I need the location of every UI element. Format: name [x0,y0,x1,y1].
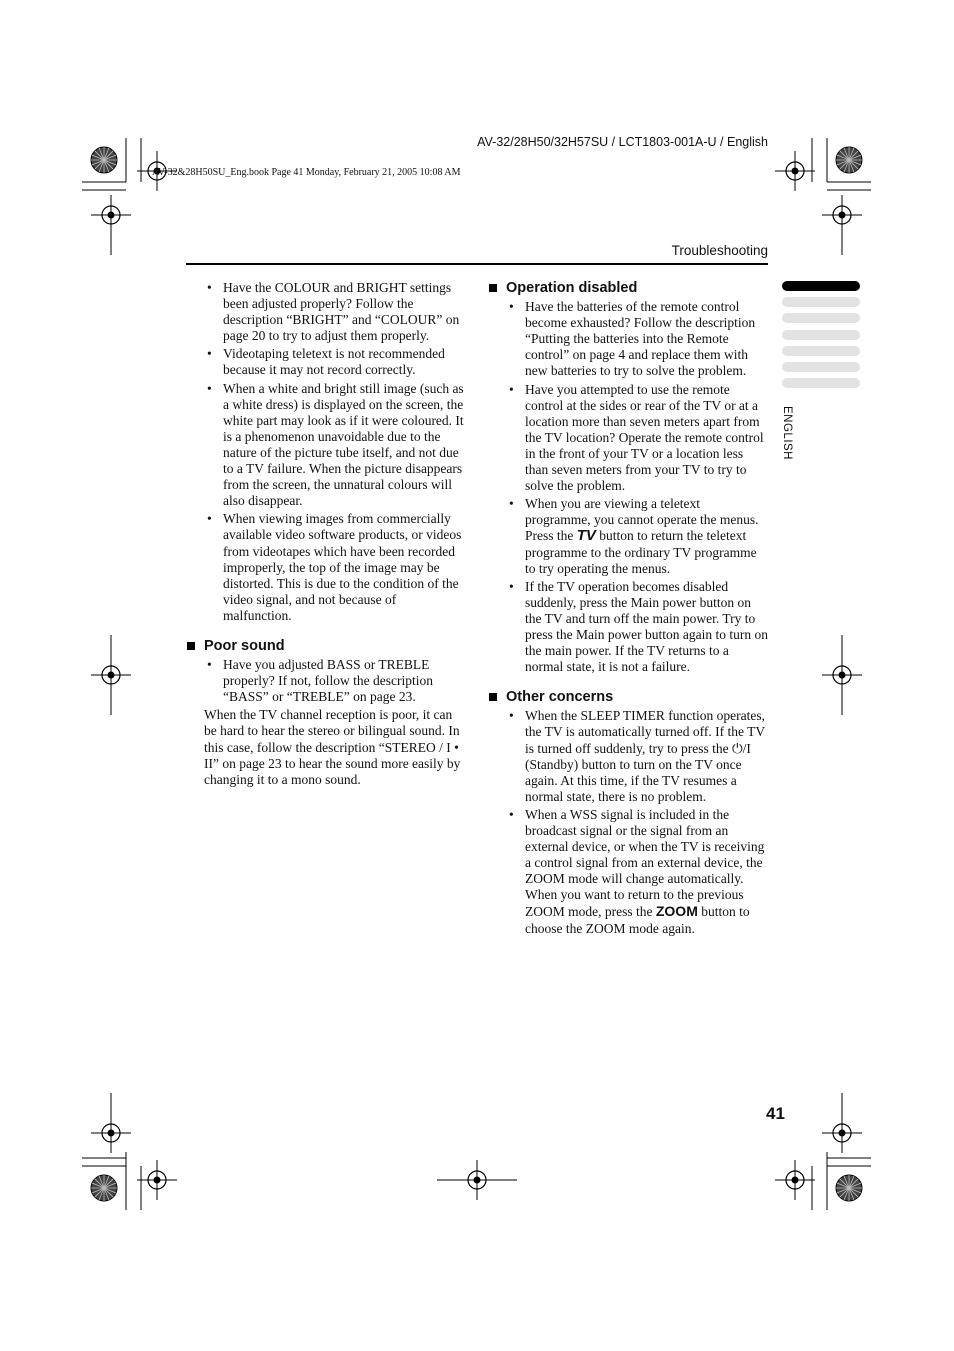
page-number: 41 [766,1104,785,1123]
operation-disabled-list [506,299,768,675]
operation-disabled-heading: Operation disabled [489,280,768,296]
list-item: • When you are viewing a teletext programme, you cannot operate the menus. Press the TV button to return the teletext programme to the ordinary TV programme to try operating the menus. [506,496,768,576]
zoom-button-label: ZOOM [655,903,698,920]
list-item: • When the SLEEP TIMER function operates, the TV is automatically turned off. If the TV is turned off suddenly, try to press the ⏻/I (Standby) button to turn on the TV once again. At this time, if the TV resumes a normal state, there is no problem. [506,708,768,805]
list-item: • Have the batteries of the remote control become exhausted? Follow the description “Putting the batteries into the Remote control” on page 4 and replace them with new batteries to try to solve the problem. [506,299,768,379]
square-bullet-icon [489,693,497,701]
right-column [506,280,768,939]
document-reference: AV-32/28H50/32H57SU / LCT1803-001A-U / English [477,135,768,149]
poor-sound-heading: Poor sound [187,638,466,654]
list-item: • When a WSS signal is included in the broadcast signal or the signal from an external device, or when the TV is receiving a control signal from an external device, the ZOOM mode will change automatically. When you want to return to the previous ZOOM mode, press the ZOOM button to choose the ZOOM mode again. [506,807,768,937]
book-info-line: AV-32&28H50SU_Eng.book Page 41 Monday, February 21, 2005 10:08 AM [152,167,461,178]
list-item: • When viewing images from commercially available video software products, or videos from videotapes which have been recorded improperly, the top of the image may be distorted. This is due to the condition of the video signal, and not because of malfunction. [204,511,466,624]
language-tabs [782,281,860,394]
section-title: Troubleshooting [671,243,768,258]
list-item: • When a white and bright still image (such as a white dress) is displayed on the screen, the white part may look as if it were coloured. It is a phenomenon unavoidable due to the nature of the picture tube itself, and not due to a TV failure. When the picture disappears from the screen, the unnatural colours will also disappear. [204,381,466,510]
other-concerns-list [506,708,768,936]
language-tab [782,330,860,340]
picture-tips-list [204,280,466,624]
tv-button-label: TV [576,527,596,545]
list-item: • Have the COLOUR and BRIGHT settings been adjusted properly? Follow the description “BRIGHT” and “COLOUR” on page 20 to try to adjust them properly. [204,280,466,344]
list-item: • Videotaping teletext is not recommended because it may not record correctly. [204,346,466,378]
language-tab [782,346,860,356]
poor-sound-list [204,657,466,705]
list-item: • Have you attempted to use the remote control at the sides or rear of the TV or at a location more than seven meters apart from the TV location? Operate the remote control in the front of your TV or a location less than seven meters from your TV to try to solve the problem. [506,382,768,495]
square-bullet-icon [489,284,497,292]
other-concerns-heading: Other concerns [489,689,768,705]
list-item: • If the TV operation becomes disabled suddenly, press the Main power button on the TV and turn off the main power. Try to press the Main power button again to turn on the main power. If the TV returns to a normal state, it is not a failure. [506,579,768,676]
language-tab-english [782,281,860,291]
language-tab [782,313,860,323]
square-bullet-icon [187,642,195,650]
language-tab [782,297,860,307]
poor-sound-paragraph: When the TV channel reception is poor, it can be hard to hear the stereo or bilingual sound. In this case, follow the description “STEREO / I • II” on page 23 to hear the sound more easily by changing it to a mono sound. [204,707,461,787]
header-rule [186,263,768,265]
standby-button-icon: ⏻/I [731,740,751,756]
left-column [204,280,466,788]
language-tab [782,378,860,388]
language-label: ENGLISH [781,406,793,460]
list-item: • Have you adjusted BASS or TREBLE properly? If not, follow the description “BASS” or “TREBLE” on page 23. [204,657,466,705]
language-tab [782,362,860,372]
